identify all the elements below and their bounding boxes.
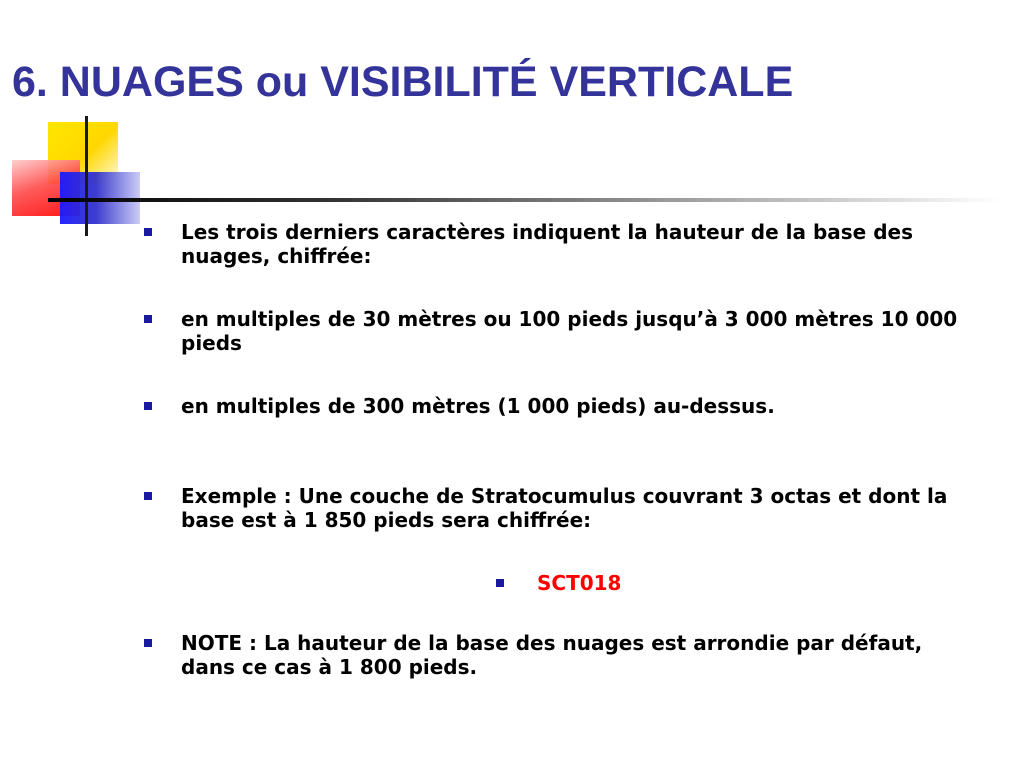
bullet-text: en multiples de 30 mètres ou 100 pieds jusqu’à 3 000 mètres 10 000 pieds	[181, 307, 958, 355]
bullet-text: en multiples de 300 mètres (1 000 pieds) au-dessus.	[181, 394, 775, 418]
vertical-rule	[85, 116, 88, 236]
bullet-item	[144, 631, 974, 679]
bullet-text: Les trois derniers caractères indiquent la hauteur de la base des nuages, chiffrée:	[181, 220, 913, 268]
bullet-item	[144, 220, 974, 268]
square-bullet-icon	[496, 579, 504, 587]
horizontal-rule	[48, 198, 1000, 202]
slide-title: 6. NUAGES ou VISIBILITÉ VERTICALE	[12, 58, 794, 106]
bullet-item	[144, 484, 974, 532]
bullet-text: NOTE : La hauteur de la base des nuages est arrondie par défaut, dans ce cas à 1 800 pieds.	[181, 631, 923, 679]
square-bullet-icon	[144, 315, 152, 323]
square-bullet-icon	[144, 492, 152, 500]
bullet-item	[144, 307, 974, 355]
square-bullet-icon	[144, 228, 152, 236]
code-example-text: SCT018	[537, 571, 622, 595]
square-bullet-icon	[144, 402, 152, 410]
bullet-item	[144, 394, 974, 418]
sub-bullet-item	[496, 571, 796, 595]
bullet-text: Exemple : Une couche de Stratocumulus couvrant 3 octas et dont la base est à 1 850 pieds sera chiffrée:	[181, 484, 948, 532]
square-bullet-icon	[144, 639, 152, 647]
